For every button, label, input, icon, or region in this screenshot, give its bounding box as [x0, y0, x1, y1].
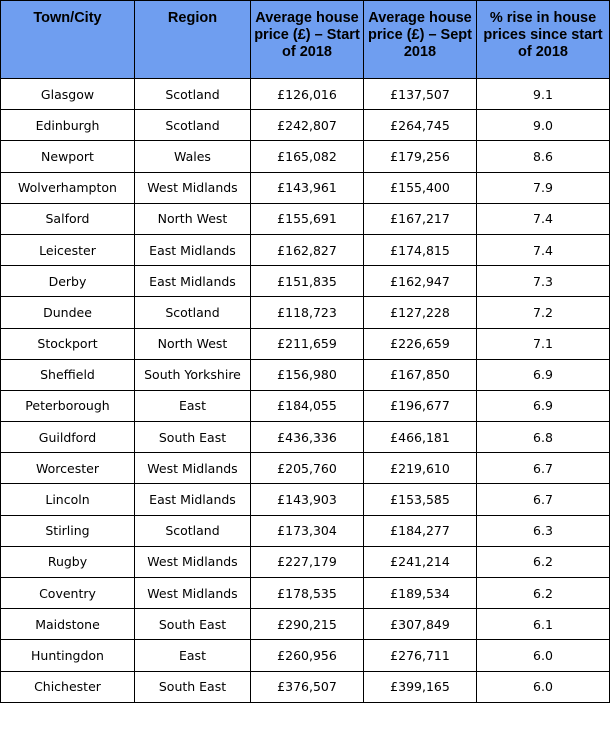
town-city-cell: Edinburgh [1, 110, 135, 141]
table-row [1, 453, 610, 484]
header-price-sept-2018: Average house price (£) – Sept 2018 [364, 1, 477, 79]
region-cell: East [135, 390, 251, 421]
region-cell: South East [135, 609, 251, 640]
table-row [1, 266, 610, 297]
price-start-cell: £156,980 [251, 359, 364, 390]
region-cell: East [135, 640, 251, 671]
percent-rise-cell: 6.7 [477, 484, 610, 515]
percent-rise-cell: 7.4 [477, 203, 610, 234]
table-row [1, 359, 610, 390]
region-cell: West Midlands [135, 546, 251, 577]
percent-rise-cell: 6.3 [477, 515, 610, 546]
region-cell: Scotland [135, 297, 251, 328]
price-start-cell: £143,903 [251, 484, 364, 515]
table-body [1, 79, 610, 703]
price-start-cell: £242,807 [251, 110, 364, 141]
percent-rise-cell: 7.4 [477, 234, 610, 265]
price-sept-cell: £241,214 [364, 546, 477, 577]
region-cell: East Midlands [135, 484, 251, 515]
header-percent-rise: % rise in house prices since start of 2018 [477, 1, 610, 79]
town-city-cell: Dundee [1, 297, 135, 328]
price-sept-cell: £153,585 [364, 484, 477, 515]
table-row [1, 141, 610, 172]
price-sept-cell: £137,507 [364, 79, 477, 110]
price-start-cell: £165,082 [251, 141, 364, 172]
price-start-cell: £178,535 [251, 578, 364, 609]
town-city-cell: Derby [1, 266, 135, 297]
price-sept-cell: £189,534 [364, 578, 477, 609]
town-city-cell: Glasgow [1, 79, 135, 110]
percent-rise-cell: 7.1 [477, 328, 610, 359]
percent-rise-cell: 6.7 [477, 453, 610, 484]
percent-rise-cell: 7.2 [477, 297, 610, 328]
price-start-cell: £211,659 [251, 328, 364, 359]
percent-rise-cell: 6.9 [477, 390, 610, 421]
price-start-cell: £143,961 [251, 172, 364, 203]
price-start-cell: £260,956 [251, 640, 364, 671]
region-cell: East Midlands [135, 234, 251, 265]
price-start-cell: £436,336 [251, 422, 364, 453]
header-region: Region [135, 1, 251, 79]
percent-rise-cell: 7.9 [477, 172, 610, 203]
town-city-cell: Rugby [1, 546, 135, 577]
table-row [1, 484, 610, 515]
table-row [1, 110, 610, 141]
price-start-cell: £126,016 [251, 79, 364, 110]
price-sept-cell: £307,849 [364, 609, 477, 640]
price-start-cell: £205,760 [251, 453, 364, 484]
percent-rise-cell: 6.0 [477, 640, 610, 671]
percent-rise-cell: 8.6 [477, 141, 610, 172]
percent-rise-cell: 6.0 [477, 671, 610, 702]
price-start-cell: £118,723 [251, 297, 364, 328]
table-row [1, 640, 610, 671]
price-sept-cell: £174,815 [364, 234, 477, 265]
price-sept-cell: £219,610 [364, 453, 477, 484]
region-cell: North West [135, 328, 251, 359]
table-row [1, 390, 610, 421]
price-sept-cell: £276,711 [364, 640, 477, 671]
region-cell: Scotland [135, 110, 251, 141]
percent-rise-cell: 6.1 [477, 609, 610, 640]
table-row [1, 297, 610, 328]
region-cell: South East [135, 671, 251, 702]
price-start-cell: £227,179 [251, 546, 364, 577]
price-sept-cell: £127,228 [364, 297, 477, 328]
town-city-cell: Chichester [1, 671, 135, 702]
table-row [1, 328, 610, 359]
price-sept-cell: £196,677 [364, 390, 477, 421]
price-sept-cell: £399,165 [364, 671, 477, 702]
header-row [1, 1, 610, 79]
percent-rise-cell: 9.1 [477, 79, 610, 110]
price-sept-cell: £179,256 [364, 141, 477, 172]
town-city-cell: Salford [1, 203, 135, 234]
percent-rise-cell: 6.8 [477, 422, 610, 453]
town-city-cell: Newport [1, 141, 135, 172]
price-start-cell: £184,055 [251, 390, 364, 421]
price-sept-cell: £162,947 [364, 266, 477, 297]
town-city-cell: Leicester [1, 234, 135, 265]
table-row [1, 578, 610, 609]
region-cell: Scotland [135, 515, 251, 546]
price-sept-cell: £226,659 [364, 328, 477, 359]
table-row [1, 234, 610, 265]
table-row [1, 422, 610, 453]
region-cell: West Midlands [135, 578, 251, 609]
region-cell: Wales [135, 141, 251, 172]
region-cell: East Midlands [135, 266, 251, 297]
town-city-cell: Stirling [1, 515, 135, 546]
town-city-cell: Peterborough [1, 390, 135, 421]
table-row [1, 79, 610, 110]
price-sept-cell: £167,217 [364, 203, 477, 234]
table-row [1, 203, 610, 234]
town-city-cell: Guildford [1, 422, 135, 453]
town-city-cell: Maidstone [1, 609, 135, 640]
percent-rise-cell: 6.2 [477, 546, 610, 577]
town-city-cell: Huntingdon [1, 640, 135, 671]
percent-rise-cell: 7.3 [477, 266, 610, 297]
percent-rise-cell: 9.0 [477, 110, 610, 141]
town-city-cell: Worcester [1, 453, 135, 484]
region-cell: North West [135, 203, 251, 234]
region-cell: West Midlands [135, 453, 251, 484]
town-city-cell: Sheffield [1, 359, 135, 390]
price-sept-cell: £167,850 [364, 359, 477, 390]
price-start-cell: £151,835 [251, 266, 364, 297]
table-row [1, 172, 610, 203]
table-row [1, 546, 610, 577]
price-start-cell: £290,215 [251, 609, 364, 640]
price-start-cell: £173,304 [251, 515, 364, 546]
price-start-cell: £162,827 [251, 234, 364, 265]
table-row [1, 515, 610, 546]
table-row [1, 609, 610, 640]
region-cell: South Yorkshire [135, 359, 251, 390]
price-sept-cell: £264,745 [364, 110, 477, 141]
percent-rise-cell: 6.2 [477, 578, 610, 609]
price-sept-cell: £155,400 [364, 172, 477, 203]
town-city-cell: Wolverhampton [1, 172, 135, 203]
price-start-cell: £155,691 [251, 203, 364, 234]
region-cell: Scotland [135, 79, 251, 110]
price-start-cell: £376,507 [251, 671, 364, 702]
town-city-cell: Stockport [1, 328, 135, 359]
percent-rise-cell: 6.9 [477, 359, 610, 390]
table-row [1, 671, 610, 702]
region-cell: South East [135, 422, 251, 453]
header-price-start-2018: Average house price (£) – Start of 2018 [251, 1, 364, 79]
price-sept-cell: £466,181 [364, 422, 477, 453]
price-sept-cell: £184,277 [364, 515, 477, 546]
region-cell: West Midlands [135, 172, 251, 203]
town-city-cell: Coventry [1, 578, 135, 609]
header-town-city: Town/City [1, 1, 135, 79]
town-city-cell: Lincoln [1, 484, 135, 515]
